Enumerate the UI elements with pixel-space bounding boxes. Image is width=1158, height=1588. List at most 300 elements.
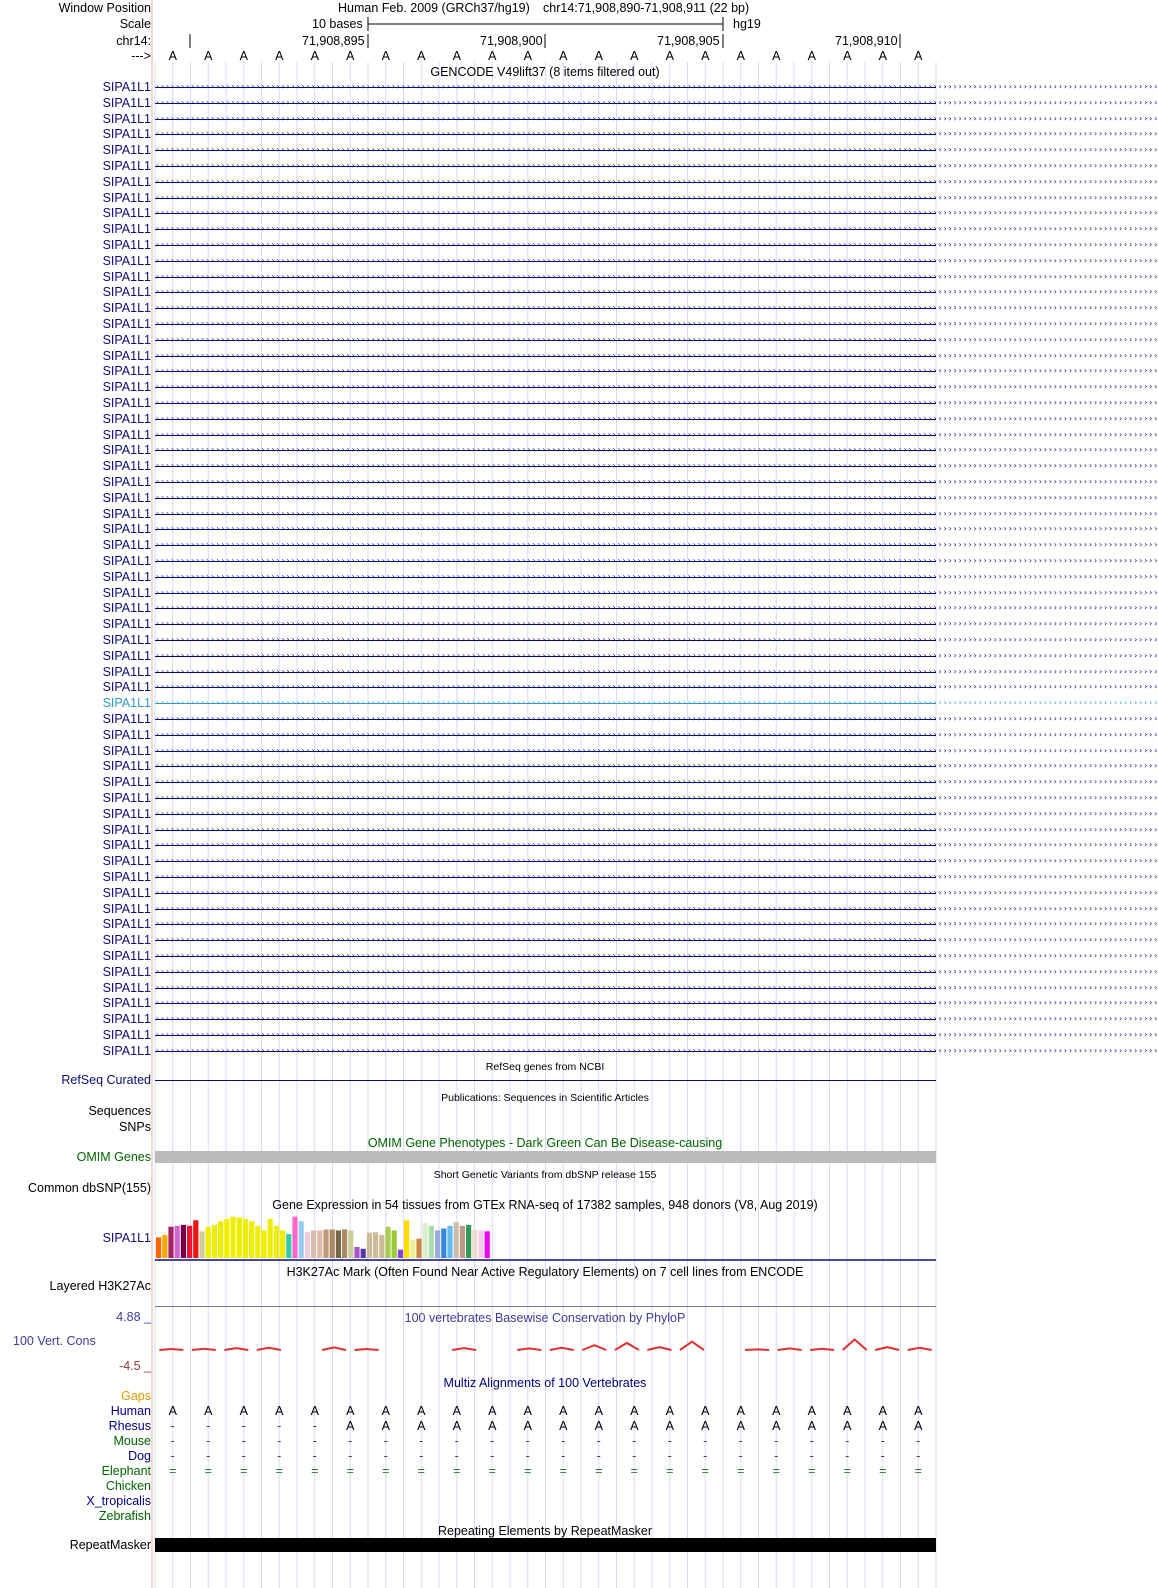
chrom-label: chr14: xyxy=(116,34,151,48)
phylop-mark[interactable] xyxy=(550,1348,574,1350)
gencode-transcript-row[interactable] xyxy=(0,174,1158,190)
gtex-tissue-bar[interactable] xyxy=(348,1230,353,1258)
species-label[interactable]: Rhesus xyxy=(108,1419,151,1433)
transcript-label[interactable]: SIPA1L1 xyxy=(102,522,151,537)
transcript-label[interactable]: SIPA1L1 xyxy=(102,633,151,647)
phylop-mark[interactable] xyxy=(875,1347,899,1350)
gtex-tissue-bar[interactable] xyxy=(255,1226,260,1258)
transcript-label[interactable]: SIPA1L1 xyxy=(102,727,151,742)
gencode-transcript-row[interactable] xyxy=(0,79,1158,95)
species-label[interactable]: Dog xyxy=(128,1449,151,1463)
gencode-transcript-row[interactable] xyxy=(0,1043,1158,1059)
transcript-label[interactable]: SIPA1L1 xyxy=(102,427,151,442)
gencode-transcript-row[interactable] xyxy=(0,1011,1158,1027)
dbsnp-title[interactable]: Short Genetic Variants from dbSNP release 155 xyxy=(433,1169,657,1181)
transcript-label[interactable]: SIPA1L1 xyxy=(102,569,151,584)
gencode-transcript-row[interactable] xyxy=(0,158,1158,174)
gtex-tissue-bar[interactable] xyxy=(268,1219,273,1258)
scale-bar xyxy=(360,14,730,34)
h3k27ac-title[interactable]: H3K27Ac Mark (Often Found Near Active Regulatory Elements) on 7 cell lines from ENCODE xyxy=(286,1265,804,1279)
transcript-label[interactable]: SIPA1L1 xyxy=(102,791,151,805)
gencode-transcript-row[interactable] xyxy=(0,853,1158,869)
transcript-label[interactable]: SIPA1L1 xyxy=(102,648,151,663)
transcript-label[interactable]: SIPA1L1 xyxy=(102,111,151,126)
gtex-tissue-bar[interactable] xyxy=(199,1231,204,1258)
transcript-label[interactable]: SIPA1L1 xyxy=(102,901,151,916)
transcript-label[interactable]: SIPA1L1 xyxy=(102,411,151,426)
gtex-tissue-bar[interactable] xyxy=(410,1240,415,1258)
alignment-base: A xyxy=(488,1404,497,1418)
transcript-label[interactable]: SIPA1L1 xyxy=(102,459,151,474)
alignment-base: A xyxy=(701,1419,710,1433)
gencode-transcript-row[interactable] xyxy=(0,758,1158,774)
phylop-mark[interactable] xyxy=(810,1349,834,1350)
transcript-label[interactable]: SIPA1L1 xyxy=(102,1012,151,1027)
gtex-tissue-bar[interactable] xyxy=(286,1234,291,1258)
transcript-label[interactable]: SIPA1L1 xyxy=(102,759,151,774)
transcript-label[interactable]: SIPA1L1 xyxy=(102,696,151,711)
gtex-tissue-bar[interactable] xyxy=(317,1230,322,1258)
gtex-tissue-bar[interactable] xyxy=(423,1223,428,1258)
gtex-tissue-bar[interactable] xyxy=(261,1230,266,1258)
alignment-base: A xyxy=(488,1419,497,1433)
strand-arrows: ›››››››››››››››››››››››››››››››››››››››››››››››››››››››››››››››››››››››››››››››››››››››››››››››››››››››››››››››››››››››››››››››››››››››››››››››››››››››››››››››››››››››››››››››››››››››››››››››››››››››› xyxy=(155,635,1158,644)
alignment-base: - xyxy=(419,1434,424,1448)
gtex-tissue-bar[interactable] xyxy=(373,1232,378,1258)
gencode-title[interactable]: GENCODE V49lift37 (8 items filtered out) xyxy=(430,65,660,79)
alignment-base: A xyxy=(523,1404,532,1418)
gencode-transcript-row[interactable] xyxy=(0,395,1158,411)
base-letter: A xyxy=(204,49,213,63)
gencode-transcript-row[interactable] xyxy=(0,284,1158,300)
phylop-title[interactable]: 100 vertebrates Basewise Conservation by PhyloP xyxy=(404,1311,686,1325)
strand-arrows: ›››››››››››››››››››››››››››››››››››››››››››››››››››››››››››››››››››››››››››››››››››››››››››››››››››››››››››››››››››››››››››››››››››››››››››››››››››››››››››››››››››››››››››››››››››››››››››››››››››››››› xyxy=(155,966,1158,976)
phylop-mark[interactable] xyxy=(745,1349,769,1350)
alignment-base: = xyxy=(772,1464,780,1478)
gtex-tissue-bar[interactable] xyxy=(187,1226,192,1258)
strand-arrows: ›››››››››››››››››››››››››››››››››››››››››››››››››››››››››››››››››››››››››››››››››››››››››››››››››››››››››››››››››››››››››››››››››››››››››››››››››››››››››››››››››››››››››››››››››››››››››››››››››››››››› xyxy=(155,398,1158,407)
gencode-transcript-row[interactable] xyxy=(0,980,1158,996)
phylop-mark[interactable] xyxy=(517,1348,541,1350)
transcript-label[interactable]: SIPA1L1 xyxy=(102,143,151,158)
transcript-label[interactable]: SIPA1L1 xyxy=(102,917,151,932)
base-letter: A xyxy=(239,49,248,63)
gtex-tissue-bar[interactable] xyxy=(292,1217,297,1258)
gtex-tissue-bar[interactable] xyxy=(175,1226,180,1258)
transcript-label[interactable]: SIPA1L1 xyxy=(102,301,151,316)
base-letter: A xyxy=(168,49,177,63)
gtex-tissue-bar[interactable] xyxy=(460,1226,465,1258)
gencode-transcript-row[interactable] xyxy=(0,932,1158,948)
transcript-label[interactable]: SIPA1L1 xyxy=(102,80,151,94)
base-letter: A xyxy=(452,49,461,63)
base-letter: A xyxy=(878,49,887,63)
gencode-transcript-row[interactable] xyxy=(0,806,1158,822)
sequences-label[interactable]: Sequences xyxy=(88,1104,151,1118)
transcript-label[interactable]: SIPA1L1 xyxy=(102,664,151,679)
phylop-mark[interactable] xyxy=(908,1348,932,1350)
transcript-label[interactable]: SIPA1L1 xyxy=(102,380,151,395)
transcript-label[interactable]: SIPA1L1 xyxy=(102,1043,151,1058)
alignment-base: - xyxy=(596,1434,601,1448)
transcript-label[interactable]: SIPA1L1 xyxy=(102,285,151,300)
alignment-base: = xyxy=(737,1464,745,1478)
gencode-transcript-row[interactable] xyxy=(0,253,1158,269)
gencode-transcript-row[interactable] xyxy=(0,316,1158,332)
alignment-base: A xyxy=(239,1404,248,1418)
gencode-transcript-row[interactable] xyxy=(0,648,1158,664)
gencode-transcript-row[interactable] xyxy=(0,916,1158,932)
gencode-transcript-row[interactable] xyxy=(0,190,1158,206)
gencode-transcript-row[interactable] xyxy=(0,1027,1158,1043)
gtex-tissue-bar[interactable] xyxy=(323,1229,328,1258)
gencode-transcript-row[interactable] xyxy=(0,553,1158,569)
transcript-label[interactable]: SIPA1L1 xyxy=(102,822,151,837)
species-label[interactable]: Zebrafish xyxy=(98,1509,151,1523)
transcript-label[interactable]: SIPA1L1 xyxy=(102,585,151,600)
gtex-tissue-bar[interactable] xyxy=(435,1230,440,1258)
alignment-base: A xyxy=(807,1404,816,1418)
gaps-label[interactable]: Gaps xyxy=(121,1389,151,1403)
gtex-tissue-bar[interactable] xyxy=(454,1222,459,1258)
omim-feature-bar[interactable] xyxy=(155,1151,936,1163)
species-label[interactable]: X_tropicalis xyxy=(86,1494,151,1508)
transcript-label[interactable]: SIPA1L1 xyxy=(102,554,151,568)
gencode-transcript-row[interactable] xyxy=(0,442,1158,458)
gencode-transcript-row[interactable] xyxy=(0,837,1158,853)
gencode-transcript-row[interactable] xyxy=(0,237,1158,253)
omim-title[interactable]: OMIM Gene Phenotypes - Dark Green Can Be Disease-causing xyxy=(367,1136,723,1150)
gtex-bar-chart[interactable] xyxy=(155,1210,936,1262)
strand-arrows: ›››››››››››››››››››››››››››››››››››››››››››››››››››››››››››››››››››››››››››››››››››››››››››››››››››››››››››››››››››››››››››››››››››››››››››››››››››››››››››››››››››››››››››››››››››››››››››››››››››››››› xyxy=(155,540,1158,550)
gtex-tissue-bar[interactable] xyxy=(224,1219,229,1258)
phylop-mark[interactable] xyxy=(843,1339,867,1350)
alignment-base: = xyxy=(595,1464,603,1478)
transcript-label[interactable]: SIPA1L1 xyxy=(102,964,151,979)
phylop-mark[interactable] xyxy=(159,1349,183,1350)
gencode-transcript-row[interactable] xyxy=(0,995,1158,1011)
gencode-transcript-row[interactable] xyxy=(0,600,1158,616)
phylop-mark[interactable] xyxy=(355,1349,379,1350)
phylop-mark[interactable] xyxy=(192,1349,216,1350)
phylop-mark[interactable] xyxy=(615,1343,639,1350)
gencode-transcript-row[interactable] xyxy=(0,379,1158,395)
gencode-transcript-row[interactable] xyxy=(0,521,1158,537)
gtex-tissue-bar[interactable] xyxy=(162,1235,167,1258)
gtex-tissue-bar[interactable] xyxy=(193,1220,198,1258)
strand-arrows: ›››››››››››››››››››››››››››››››››››››››››››››››››››››››››››››››››››››››››››››››››››››››››››››››››››››››››››››››››››››››››››››››››››››››››››››››››››››››››››››››››››››››››››››››››››››››››››››››››››››››› xyxy=(155,619,1158,629)
assembly-name: Human Feb. 2009 (GRCh37/hg19) xyxy=(338,1,530,15)
gtex-tissue-bar[interactable] xyxy=(330,1229,335,1258)
gtex-tissue-bar[interactable] xyxy=(441,1229,446,1258)
strand-arrows: ›››››››››››››››››››››››››››››››››››››››››››››››››››››››››››››››››››››››››››››››››››››››››››››››››››››››››››››››››››››››››››››››››››››››››››››››››››››››››››››››››››››››››››››››››››››››››››››››››››››››› xyxy=(155,303,1158,313)
strand-arrows: ›››››››››››››››››››››››››››››››››››››››››››››››››››››››››››››››››››››››››››››››››››››››››››››››››››››››››››››››››››››››››››››››››››››››››››››››››››››››››››››››››››››››››››››››››››››››››››››››››››››››› xyxy=(155,224,1158,234)
gencode-transcript-row[interactable] xyxy=(0,790,1158,806)
alignment-base: = xyxy=(879,1464,887,1478)
gtex-tissue-bar[interactable] xyxy=(367,1233,372,1258)
gtex-tissue-bar[interactable] xyxy=(385,1227,390,1258)
alignment-base: A xyxy=(559,1404,568,1418)
species-label[interactable]: Elephant xyxy=(101,1464,151,1478)
gtex-tissue-bar[interactable] xyxy=(305,1232,310,1258)
strand-arrows: ›››››››››››››››››››››››››››››››››››››››››››››››››››››››››››››››››››››››››››››››››››››››››››››››››››››››››››››››››››››››››››››››››››››››››››››››››››››››››››››››››››››››››››››››››››››››››››››››››››››››› xyxy=(155,887,1158,897)
transcript-label[interactable]: SIPA1L1 xyxy=(102,222,151,237)
transcript-label[interactable]: SIPA1L1 xyxy=(102,506,151,521)
gtex-tissue-bar[interactable] xyxy=(485,1231,490,1258)
alignment-base: A xyxy=(346,1419,355,1433)
snps-label[interactable]: SNPs xyxy=(119,1120,151,1134)
gtex-tissue-bar[interactable] xyxy=(447,1226,452,1258)
strand-arrows: ›››››››››››››››››››››››››››››››››››››››››››››››››››››››››››››››››››››››››››››››››››››››››››››››››››››››››››››››››››››››››››››››››››››››››››››››››››››››››››››››››››››››››››››››››››››››››››››››››››››››› xyxy=(155,255,1158,265)
gencode-transcript-row[interactable] xyxy=(0,411,1158,427)
phylop-mark[interactable] xyxy=(778,1348,802,1350)
strand-arrows: ›››››››››››››››››››››››››››››››››››››››››››››››››››››››››››››››››››››››››››››››››››››››››››››››››››››››››››››››››››››››››››››››››››››››››››››››››››››››››››››››››››››››››››››››››››››››››››››››››››››››› xyxy=(155,698,1158,708)
alignment-base: = xyxy=(346,1464,354,1478)
strand-arrows: ›››››››››››››››››››››››››››››››››››››››››››››››››››››››››››››››››››››››››››››››››››››››››››››››››››››››››››››››››››››››››››››››››››››››››››››››››››››››››››››››››››››››››››››››››››››››››››››››››››››››› xyxy=(155,1014,1158,1024)
transcript-label[interactable]: SIPA1L1 xyxy=(102,712,151,726)
transcript-label[interactable]: SIPA1L1 xyxy=(102,775,151,790)
alignment-base: - xyxy=(383,1449,388,1463)
gencode-transcript-row[interactable] xyxy=(0,885,1158,901)
refseq-label[interactable]: RefSeq Curated xyxy=(61,1073,151,1087)
phylop-mark[interactable] xyxy=(452,1348,476,1350)
species-label[interactable]: Mouse xyxy=(113,1434,151,1448)
transcript-label[interactable]: SIPA1L1 xyxy=(102,996,151,1011)
transcript-label[interactable]: SIPA1L1 xyxy=(102,680,151,695)
gencode-transcript-row[interactable] xyxy=(0,695,1158,711)
transcript-label[interactable]: SIPA1L1 xyxy=(102,806,151,821)
gtex-title[interactable]: Gene Expression in 54 tissues from GTEx RNA-seq of 17382 samples, 948 donors (V8, Aug 2019) xyxy=(272,1198,818,1212)
gencode-transcript-row[interactable] xyxy=(0,142,1158,158)
sequence-row xyxy=(0,49,950,63)
transcript-label[interactable]: SIPA1L1 xyxy=(102,348,151,363)
gencode-transcript-row[interactable] xyxy=(0,95,1158,111)
gencode-transcript-row[interactable] xyxy=(0,774,1158,790)
repeat-feature-bar[interactable] xyxy=(155,1538,936,1552)
gtex-tissue-bar[interactable] xyxy=(243,1219,248,1258)
gtex-tissue-bar[interactable] xyxy=(280,1230,285,1258)
base-letter: A xyxy=(417,49,426,63)
alignment-base: A xyxy=(417,1419,426,1433)
transcript-label[interactable]: SIPA1L1 xyxy=(102,364,151,379)
gtex-tissue-bar[interactable] xyxy=(168,1227,173,1258)
h3k27ac-label[interactable]: Layered H3K27Ac xyxy=(49,1279,151,1293)
phylop-mark[interactable] xyxy=(582,1345,606,1350)
phylop-label[interactable]: 100 Vert. Cons xyxy=(13,1334,96,1348)
gtex-tissue-bar[interactable] xyxy=(274,1226,279,1258)
gtex-label[interactable]: SIPA1L1 xyxy=(102,1231,151,1245)
gencode-transcript-row[interactable] xyxy=(0,300,1158,316)
transcript-label[interactable]: SIPA1L1 xyxy=(102,443,151,458)
gtex-tissue-bar[interactable] xyxy=(212,1225,217,1258)
pubs-title[interactable]: Publications: Sequences in Scientific Articles xyxy=(441,1092,649,1104)
phylop-mark[interactable] xyxy=(680,1342,704,1350)
strand-arrows: ›››››››››››››››››››››››››››››››››››››››››››››››››››››››››››››››››››››››››››››››››››››››››››››››››››››››››››››››››››››››››››››››››››››››››››››››››››››››››››››››››››››››››››››››››››››››››››››››››››››››› xyxy=(155,382,1158,392)
gencode-transcript-row[interactable] xyxy=(0,490,1158,506)
gtex-tissue-bar[interactable] xyxy=(429,1226,434,1258)
gencode-transcript-row[interactable] xyxy=(0,632,1158,648)
alignment-base: = xyxy=(169,1464,177,1478)
transcript-label[interactable]: SIPA1L1 xyxy=(102,253,151,268)
alignment-base: A xyxy=(665,1419,674,1433)
gencode-transcript-row[interactable] xyxy=(0,363,1158,379)
transcript-label[interactable]: SIPA1L1 xyxy=(102,206,151,221)
gencode-transcript-row[interactable] xyxy=(0,537,1158,553)
alignment-base: = xyxy=(843,1464,851,1478)
gencode-transcript-row[interactable] xyxy=(0,869,1158,885)
gencode-transcript-row[interactable] xyxy=(0,427,1158,443)
gencode-transcript-row[interactable] xyxy=(0,458,1158,474)
transcript-label[interactable]: SIPA1L1 xyxy=(102,617,151,632)
gtex-tissue-bar[interactable] xyxy=(472,1229,477,1258)
gencode-transcript-row[interactable] xyxy=(0,616,1158,632)
gtex-tissue-bar[interactable] xyxy=(416,1239,421,1258)
strand-arrows: ›››››››››››››››››››››››››››››››››››››››››››››››››››››››››››››››››››››››››››››››››››››››››››››››››››››››››››››››››››››››››››››››››››››››››››››››››››››››››››››››››››››››››››››››››››››››››››››››››››››››› xyxy=(155,587,1158,597)
transcript-label[interactable]: SIPA1L1 xyxy=(102,396,151,410)
phylop-mark[interactable] xyxy=(322,1347,346,1350)
gencode-transcript-row[interactable] xyxy=(0,901,1158,917)
transcript-label[interactable]: SIPA1L1 xyxy=(102,870,151,884)
alignment-base: A xyxy=(630,1404,639,1418)
gencode-transcript-row[interactable] xyxy=(0,711,1158,727)
gencode-transcript-row[interactable] xyxy=(0,348,1158,364)
gtex-tissue-bar[interactable] xyxy=(156,1237,161,1258)
refseq-title[interactable]: RefSeq genes from NCBI xyxy=(485,1061,605,1073)
gencode-transcript-row[interactable] xyxy=(0,205,1158,221)
phylop-mark[interactable] xyxy=(647,1347,671,1350)
phylop-plot[interactable] xyxy=(155,1330,936,1366)
gtex-tissue-bar[interactable] xyxy=(181,1225,186,1258)
transcript-label[interactable]: SIPA1L1 xyxy=(102,933,151,948)
alignment-base: - xyxy=(880,1449,885,1463)
gencode-transcript-row[interactable] xyxy=(0,964,1158,980)
alignment-base: A xyxy=(736,1419,745,1433)
transcript-label[interactable]: SIPA1L1 xyxy=(102,885,151,900)
alignment-base: = xyxy=(630,1464,638,1478)
gencode-transcript-row[interactable] xyxy=(0,743,1158,759)
gencode-transcript-row[interactable] xyxy=(0,679,1158,695)
alignment-base: A xyxy=(665,1404,674,1418)
gtex-tissue-bar[interactable] xyxy=(354,1247,359,1258)
alignment-base: - xyxy=(703,1434,708,1448)
alignment-base: - xyxy=(880,1434,885,1448)
dbsnp-label[interactable]: Common dbSNP(155) xyxy=(28,1181,151,1195)
transcript-label[interactable]: SIPA1L1 xyxy=(102,490,151,505)
transcript-label[interactable]: SIPA1L1 xyxy=(102,538,151,553)
gencode-transcript-row[interactable] xyxy=(0,111,1158,127)
gencode-transcript-row[interactable] xyxy=(0,948,1158,964)
transcript-label[interactable]: SIPA1L1 xyxy=(102,838,151,853)
alignment-base: = xyxy=(382,1464,390,1478)
transcript-label[interactable]: SIPA1L1 xyxy=(102,238,151,252)
transcript-label[interactable]: SIPA1L1 xyxy=(102,95,151,110)
transcript-label[interactable]: SIPA1L1 xyxy=(102,475,151,489)
strand-arrows: ›››››››››››››››››››››››››››››››››››››››››››››››››››››››››››››››››››››››››››››››››››››››››››››››››››››››››››››››››››››››››››››››››››››››››››››››››››››››››››››››››››››››››››››››››››››››››››››››››››››››› xyxy=(155,571,1158,581)
gencode-transcript-row[interactable] xyxy=(0,585,1158,601)
gencode-transcript-row[interactable] xyxy=(0,506,1158,522)
phylop-mark[interactable] xyxy=(224,1348,248,1350)
transcript-label[interactable]: SIPA1L1 xyxy=(102,854,151,869)
alignment-base: - xyxy=(170,1449,175,1463)
alignment-base: - xyxy=(596,1449,601,1463)
gtex-tissue-bar[interactable] xyxy=(237,1218,242,1258)
alignment-base: A xyxy=(417,1404,426,1418)
strand-arrows: ›››››››››››››››››››››››››››››››››››››››››››››››››››››››››››››››››››››››››››››››››››››››››››››››››››››››››››››››››››››››››››››››››››››››››››››››››››››››››››››››››››››››››››››››››››››››››››››››››››››››› xyxy=(155,429,1158,439)
transcript-label[interactable]: SIPA1L1 xyxy=(102,601,151,616)
base-letter: A xyxy=(701,49,710,63)
gtex-tissue-bar[interactable] xyxy=(398,1250,403,1258)
strand-arrows: ›››››››››››››››››››››››››››››››››››››››››››››››››››››››››››››››››››››››››››››››››››››››››››››››››››››››››››››››››››››››››››››››››››››››››››››››››››››››››››››››››››››››››››››››››››››››››››››››››››››››› xyxy=(155,82,1158,91)
base-letter: A xyxy=(630,49,639,63)
repeat-label[interactable]: RepeatMasker xyxy=(69,1538,151,1552)
gencode-transcript-row[interactable] xyxy=(0,221,1158,237)
gtex-tissue-bar[interactable] xyxy=(299,1221,304,1258)
gtex-tissue-bar[interactable] xyxy=(466,1225,471,1258)
refseq-feature-line[interactable] xyxy=(155,1080,936,1081)
alignment-base: - xyxy=(774,1449,779,1463)
gtex-tissue-bar[interactable] xyxy=(206,1227,211,1258)
gtex-tissue-bar[interactable] xyxy=(218,1221,223,1258)
gencode-transcript-row[interactable] xyxy=(0,664,1158,680)
gencode-transcript-row[interactable] xyxy=(0,126,1158,142)
strand-arrows: ›››››››››››››››››››››››››››››››››››››››››››››››››››››››››››››››››››››››››››››››››››››››››››››››››››››››››››››››››››››››››››››››››››››››››››››››››››››››››››››››››››››››››››››››››››››››››››››››››››››››› xyxy=(155,919,1158,929)
gencode-transcript-row[interactable] xyxy=(0,822,1158,838)
transcript-label[interactable]: SIPA1L1 xyxy=(102,269,151,284)
species-label[interactable]: Chicken xyxy=(105,1479,151,1493)
gtex-tissue-bar[interactable] xyxy=(336,1230,341,1258)
alignment-base: - xyxy=(561,1434,566,1448)
species-label[interactable]: Human xyxy=(110,1404,151,1418)
gencode-transcript-row[interactable] xyxy=(0,569,1158,585)
gtex-tissue-bar[interactable] xyxy=(342,1229,347,1258)
alignment-base: - xyxy=(632,1449,637,1463)
gtex-tissue-bar[interactable] xyxy=(379,1235,384,1258)
transcript-label[interactable]: SIPA1L1 xyxy=(102,127,151,142)
gencode-transcript-row[interactable] xyxy=(0,269,1158,285)
transcript-label[interactable]: SIPA1L1 xyxy=(102,332,151,347)
strand-arrows: ›››››››››››››››››››››››››››››››››››››››››››››››››››››››››››››››››››››››››››››››››››››››››››››››››››››››››››››››››››››››››››››››››››››››››››››››››››››››››››››››››››››››››››››››››››››››››››››››››››››››› xyxy=(155,366,1158,376)
transcript-label[interactable]: SIPA1L1 xyxy=(102,743,151,758)
gtex-tissue-bar[interactable] xyxy=(392,1230,397,1258)
strand-arrows: ›››››››››››››››››››››››››››››››››››››››››››››››››››››››››››››››››››››››››››››››››››››››››››››››››››››››››››››››››››››››››››››››››››››››››››››››››››››››››››››››››››››››››››››››››››››››››››››››››››››››› xyxy=(155,872,1158,881)
gtex-tissue-bar[interactable] xyxy=(478,1230,483,1258)
multiz-title[interactable]: Multiz Alignments of 100 Vertebrates xyxy=(443,1376,647,1390)
strand-arrows: ›››››››››››››››››››››››››››››››››››››››››››››››››››››››››››››››››››››››››››››››››››››››››››››››››››››››››››››››››››››››››››››››››››››››››››››››››››››››››››››››››››››››››››››››››››››››››››››››››››››››› xyxy=(155,192,1158,202)
strand-arrows: ›››››››››››››››››››››››››››››››››››››››››››››››››››››››››››››››››››››››››››››››››››››››››››››››››››››››››››››››››››››››››››››››››››››››››››››››››››››››››››››››››››››››››››››››››››››››››››››››››››››››› xyxy=(155,524,1158,534)
strand-arrows: ›››››››››››››››››››››››››››››››››››››››››››››››››››››››››››››››››››››››››››››››››››››››››››››››››››››››››››››››››››››››››››››››››››››››››››››››››››››››››››››››››››››››››››››››››››››››››››››››››››››››› xyxy=(155,477,1158,486)
phylop-mark[interactable] xyxy=(257,1348,281,1350)
transcript-label[interactable]: SIPA1L1 xyxy=(102,1028,151,1042)
gtex-tissue-bar[interactable] xyxy=(361,1249,366,1258)
transcript-label[interactable]: SIPA1L1 xyxy=(102,159,151,173)
gtex-tissue-bar[interactable] xyxy=(311,1230,316,1258)
transcript-label[interactable]: SIPA1L1 xyxy=(102,317,151,331)
gencode-transcript-row[interactable] xyxy=(0,332,1158,348)
transcript-label[interactable]: SIPA1L1 xyxy=(102,190,151,205)
omim-label[interactable]: OMIM Genes xyxy=(76,1150,151,1164)
gencode-transcript-row[interactable] xyxy=(0,727,1158,743)
repeat-title[interactable]: Repeating Elements by RepeatMasker xyxy=(437,1524,652,1538)
scale-text: 10 bases xyxy=(312,17,363,31)
gtex-tissue-bar[interactable] xyxy=(249,1221,254,1258)
base-letter: A xyxy=(772,49,781,63)
gencode-transcript-row[interactable] xyxy=(0,474,1158,490)
transcript-label[interactable]: SIPA1L1 xyxy=(102,980,151,995)
gtex-tissue-bar[interactable] xyxy=(404,1220,409,1258)
transcript-label[interactable]: SIPA1L1 xyxy=(102,949,151,963)
transcript-label[interactable]: SIPA1L1 xyxy=(102,174,151,189)
gtex-tissue-bar[interactable] xyxy=(230,1217,235,1258)
